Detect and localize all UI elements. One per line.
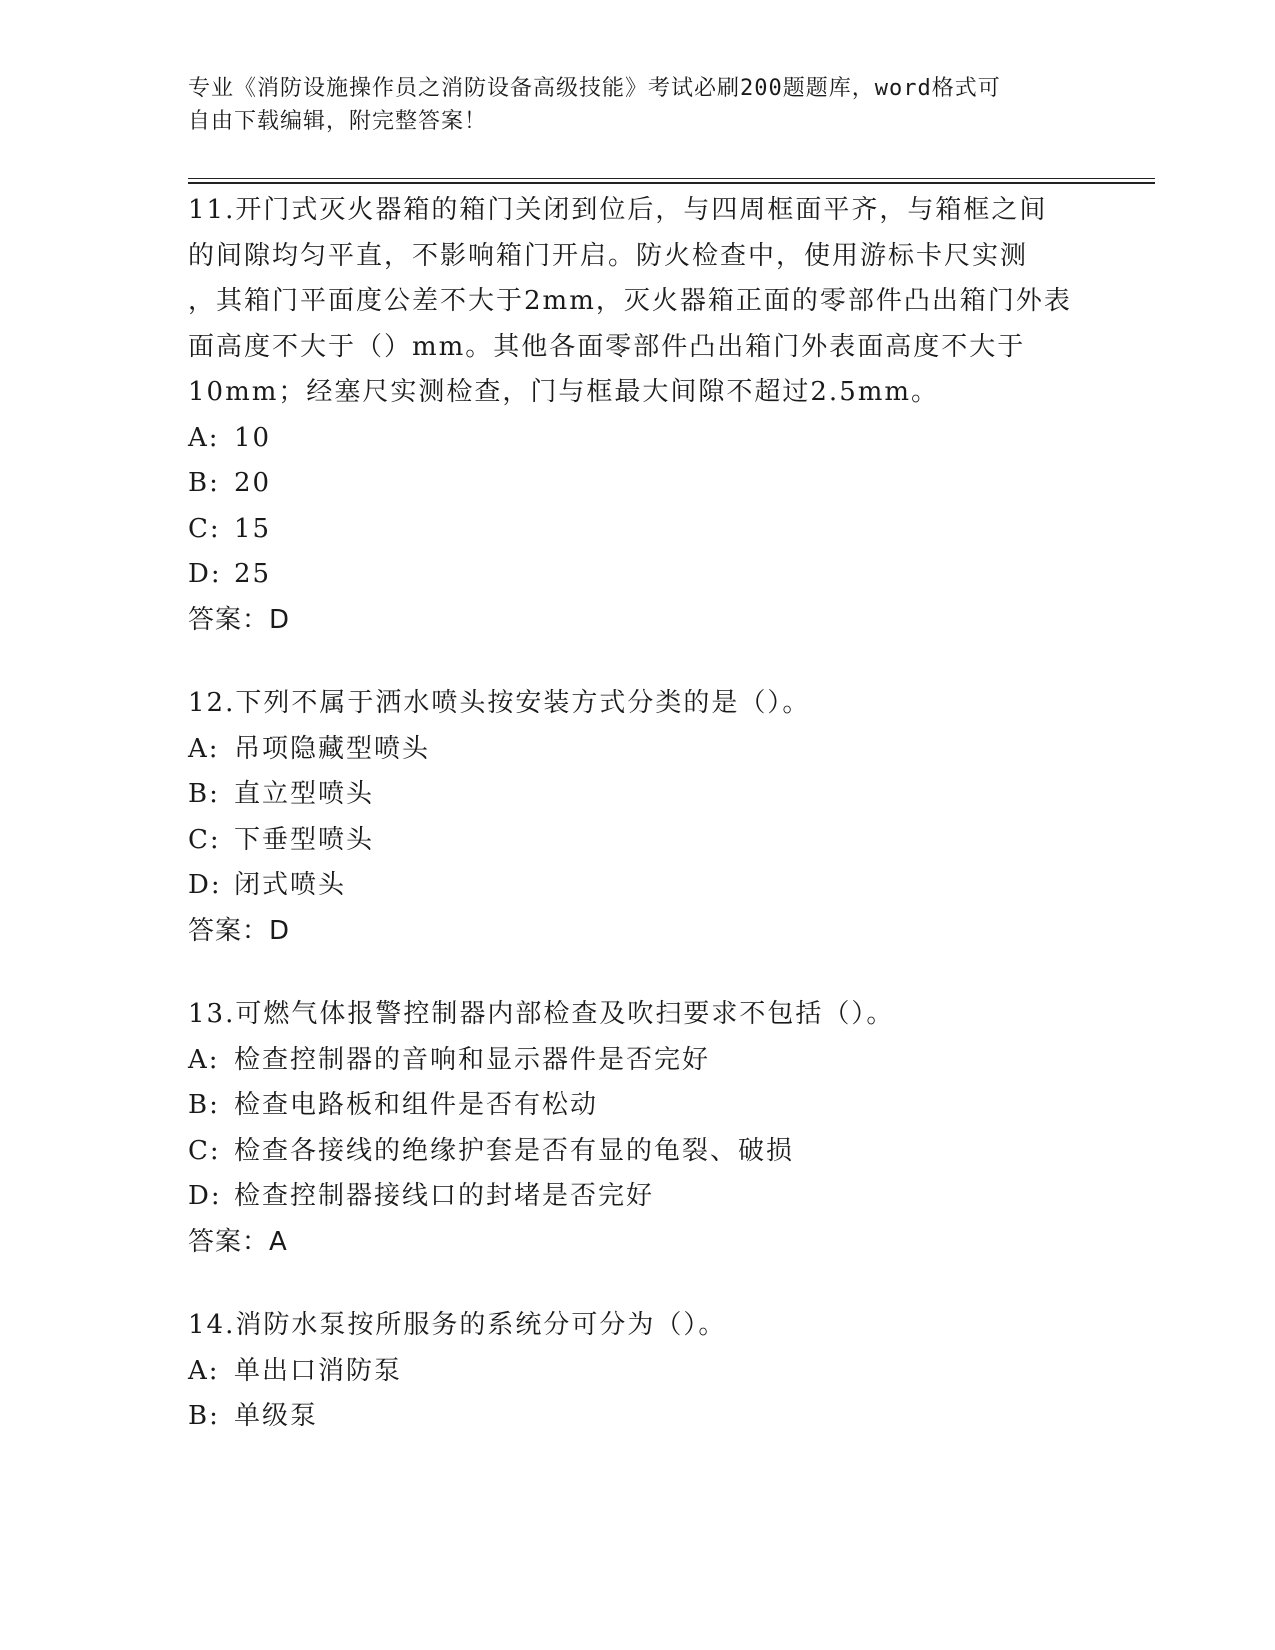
option-a [188,727,1098,773]
option-c [188,507,1098,553]
question-text-line: 10mm；经塞尺实测检查，门与框最大间隙不超过2.5mm。 [188,377,940,407]
option-d [188,552,1098,598]
question-text-line: 11.开门式灭火器箱的箱门关闭到位后，与四周框面平齐，与箱框之间 [188,195,1048,225]
question-text-line: 14.消防水泵按所服务的系统分可分为（）。 [188,1310,727,1340]
question-list [188,188,1098,1478]
option-b [188,772,1098,818]
option-letter: C: [188,824,221,855]
option-letter: C: [188,513,221,544]
header-line-2: 自由下载编辑，附完整答案！ [188,109,488,134]
question-text-line: 面高度不大于（）mm。其他各面零部件凸出箱门外表面高度不大于 [188,331,1026,362]
option-letter: D: [188,559,222,589]
option-letter: B: [188,779,220,809]
option-text: 下垂型喷头 [234,824,375,855]
option-text: 检查控制器的音响和显示器件是否完好 [234,1044,711,1075]
header-line-1: 专业《消防设施操作员之消防设备高级技能》考试必刷200题题库，word格式可 [188,76,1001,101]
option-text: 检查电路板和组件是否有松动 [234,1090,599,1120]
option-letter: A: [188,1355,220,1386]
option-text: 检查各接线的绝缘护套是否有显的龟裂、破损 [234,1135,795,1166]
header-divider-thick [188,182,1155,184]
option-letter: A: [188,1044,220,1075]
question-13 [188,992,1098,1265]
document-header [188,72,1088,138]
option-text: 直立型喷头 [234,779,375,809]
option-b [188,1394,1098,1440]
option-b [188,461,1098,507]
header-divider-thin [188,178,1155,179]
answer-label: 答案：D [188,915,291,946]
option-text: 单级泵 [234,1401,319,1431]
option-c [188,1129,1098,1175]
option-d [188,1174,1098,1220]
option-c [188,818,1098,864]
option-text: 15 [234,513,272,544]
question-14 [188,1303,1098,1440]
question-text-line: 12.下列不属于洒水喷头按安装方式分类的是（）。 [188,688,811,718]
option-text: 20 [234,468,272,498]
option-text: 单出口消防泵 [234,1355,403,1386]
question-text-line: 的间隙均匀平直，不影响箱门开启。防火检查中，使用游标卡尺实测 [188,240,1029,271]
option-d [188,863,1098,909]
question-text-line: ，其箱门平面度公差不大于2mm，灭火器箱正面的零部件凸出箱门外表 [188,286,1072,316]
question-12 [188,681,1098,954]
option-a [188,1349,1098,1395]
option-letter: B: [188,1401,220,1431]
option-a [188,1038,1098,1084]
option-letter: D: [188,870,222,900]
answer-label: 答案：D [188,604,291,635]
option-letter: C: [188,1135,221,1166]
answer-label: 答案：A [188,1226,288,1257]
option-b [188,1083,1098,1129]
option-text: 检查控制器接线口的封堵是否完好 [234,1181,655,1211]
option-text: 25 [234,559,272,589]
question-11 [188,188,1098,643]
option-text: 10 [234,422,272,453]
option-letter: B: [188,468,220,498]
option-letter: A: [188,422,220,453]
option-letter: B: [188,1090,220,1120]
question-text-line: 13.可燃气体报警控制器内部检查及吹扫要求不包括（）。 [188,999,895,1029]
option-letter: A: [188,733,220,764]
option-a [188,416,1098,462]
option-text: 吊项隐藏型喷头 [234,733,431,764]
option-text: 闭式喷头 [234,870,347,900]
option-letter: D: [188,1181,222,1211]
